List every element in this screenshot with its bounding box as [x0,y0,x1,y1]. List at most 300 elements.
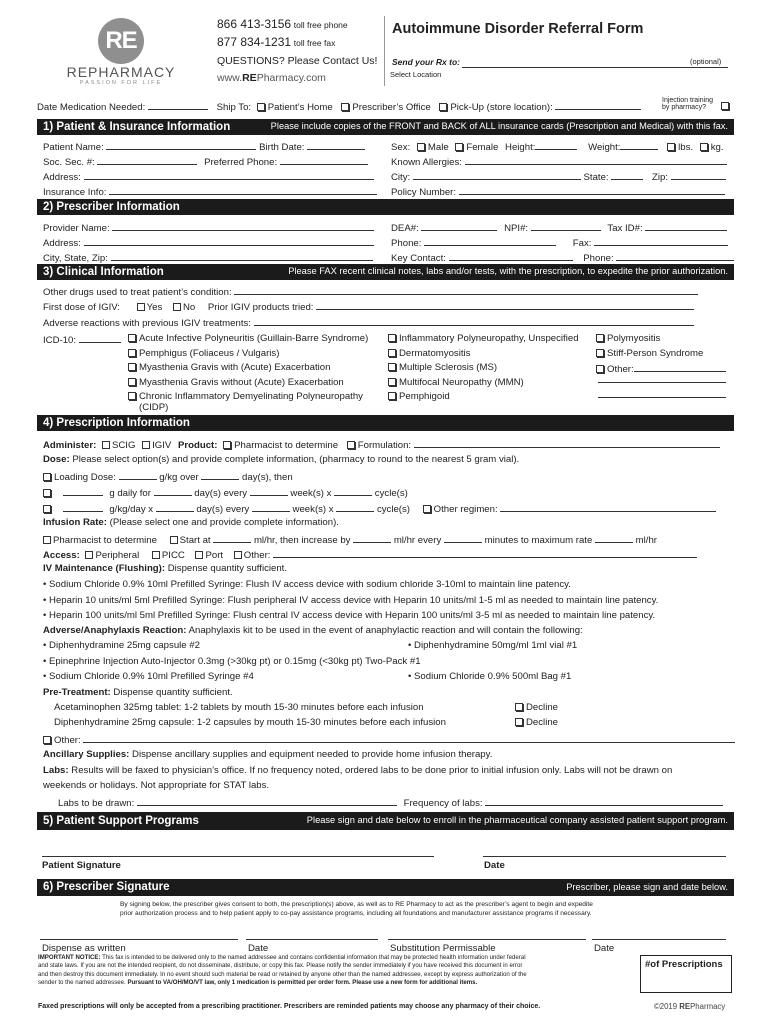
dose-row [43,454,519,466]
form-title: Autoimmune Disorder Referral Form [392,21,644,37]
weight-dose-field[interactable] [63,502,103,512]
icd10-row [43,333,121,347]
scig-label: SCIG [111,440,136,451]
diagnosis-option[interactable] [596,333,726,348]
dispense-date-line[interactable] [246,939,378,940]
preferred-phone-label: Preferred Phone: [204,157,278,168]
provider-name-field[interactable] [112,221,374,231]
zip-label: Zip: [651,172,668,183]
pretreat-label: Pre-Treatment: [43,687,111,698]
diagnosis-label: Dermatomyositis [399,347,471,359]
topline [37,100,641,114]
allergies-label: Known Allergies: [391,157,462,168]
days-every-label: day(s) every [196,504,250,515]
first-dose-yes-checkbox[interactable] [137,303,145,311]
npi-label: NPI#: [504,223,529,234]
access-other-label: Other: [243,550,271,561]
height-label: Height: [505,142,536,153]
provider-name-label: Provider Name: [43,223,110,234]
adverse-row [43,316,694,330]
ship-office-checkbox[interactable] [341,103,349,111]
peripheral-checkbox[interactable] [85,551,93,559]
pretreat-item: Acetaminophen 325mg tablet: 1-2 tablets by mouth 15-30 minutes before each infusion [54,702,424,713]
peripheral-label: Peripheral [95,550,140,561]
other-regimen-label: Other regimen: [433,504,498,515]
administer-row [43,438,720,452]
prescriber-address-label: Address: [43,238,81,249]
diagnosis-option[interactable] [596,362,726,377]
section2-title: 2) Prescriber Information [43,200,180,213]
patient-signature-line[interactable] [42,856,434,857]
mlhr-then-label: ml/hr, then increase by [253,535,351,546]
diagnosis-option[interactable] [128,333,368,348]
weeks-x-label: week(s) x [292,504,334,515]
prescriber-address-field[interactable] [84,236,374,246]
fax-label: toll free fax [293,38,336,48]
key-contact-field[interactable] [449,251,573,261]
labs-row [43,765,672,777]
patient-name-row [43,140,365,154]
diagnosis-label: Other: [607,364,634,375]
first-dose-yes-label: Yes [146,302,163,313]
prior-products-label: Prior IGIV products tried: [207,302,314,313]
patient-date-line[interactable] [483,856,726,857]
insurance-label: Insurance Info: [43,187,107,198]
adverse-kit-row [43,625,583,637]
key-contact-phone-field[interactable] [616,251,734,261]
female-label: Female [466,142,499,153]
substitution-line[interactable] [388,939,586,940]
prescriber-address-row [43,236,374,250]
labs-label: Labs: [43,765,69,776]
access-other-field[interactable] [273,548,697,558]
infusion-rate-label: Infusion Rate: [43,517,107,528]
dispense-label: Dispense as written [42,943,126,954]
section1-note: Please include copies of the FRONT and BACK of ALL insurance cards (Prescription and Medical) with this fax. [270,121,728,132]
date-needed-label: Date Medication Needed: [37,102,146,113]
weight-weeks-field[interactable] [252,502,290,512]
dea-row [391,221,727,235]
weeks-x-label: week(s) x [290,488,332,499]
diagnosis-label: Myasthenia Gravis without (Acute) Exacerbation [139,376,344,388]
other-drugs-row [43,285,698,299]
injection-training-line2: by pharmacy? [662,104,706,112]
dispense-date-label: Date [248,943,269,954]
diagnosis-option[interactable] [388,362,579,377]
weight-cycles-field[interactable] [336,502,374,512]
notice-label: IMPORTANT NOTICE: [38,954,101,961]
lbs-checkbox[interactable] [667,143,675,151]
prescription-count-label: #of Prescriptions [645,959,723,970]
kg-checkbox[interactable] [700,143,708,151]
loading-dose-row [43,470,293,484]
diagnosis-label-cont: (CIDP) [139,402,169,413]
male-label: Male [427,142,449,153]
location-select-text: Select Location [390,70,442,79]
phone-number[interactable]: 866 413-3156 [217,17,292,31]
section1-header [37,119,734,135]
ssn-row [43,155,368,169]
tax-id-field[interactable] [645,221,727,231]
city-row [391,170,726,184]
notice-line: and state laws. If you are not the intended recipient, do not disseminate, distribute, or copy this fax. Please notify the sender immediately if you have received this document in error [38,962,523,970]
injection-training-checkbox[interactable] [721,102,729,110]
website-prefix: www. [217,72,243,85]
daily-dose-checkbox[interactable] [43,489,51,497]
ancillary-row [43,749,492,761]
prescription-count-box[interactable] [640,955,732,993]
max-rate-field[interactable] [595,533,633,543]
logo [98,18,144,64]
ship-home-checkbox[interactable] [257,103,265,111]
infusion-rate-row [43,517,339,529]
first-dose-no-checkbox[interactable] [173,303,181,311]
flush-item: • Heparin 100 units/ml 5ml Prefilled Syringe: Flush central IV access device with Heparin 100 units/ml 3-5 ml as needed to maintain line patency. [43,610,656,621]
prescriber-phone-field[interactable] [424,236,556,246]
frequency-labs-label: Frequency of labs: [403,798,483,809]
allergies-field[interactable] [465,155,727,165]
cycles-label: cycle(s) [374,488,408,499]
section4-title: 4) Prescription Information [43,416,190,429]
diagnosis-label: Polymyositis [607,333,661,344]
igiv-label: IGIV [152,440,172,451]
allergies-row [391,155,727,169]
first-dose-no-label: No [182,302,196,313]
prescriber-fax-field[interactable] [594,236,728,246]
diagnosis-option[interactable] [128,362,368,377]
diagnosis-option[interactable] [388,333,579,348]
frequency-labs-field[interactable] [485,796,723,806]
gkg-day-x-label: g/kg/day x [109,504,154,515]
brand-name: REPHARMACY [66,64,176,80]
city-label: City: [391,172,411,183]
loading-days-field[interactable] [201,470,239,480]
consent-line: prior authorization process and to help patient apply to co-pay assistance programs, including all foundations and manufacturer assistance programs if necessary. [120,909,592,917]
diagnosis-label: Chronic Inflammatory Demyelinating Polyneuropathy [139,391,363,402]
ssn-label: Soc. Sec. #: [43,157,95,168]
section3-header [37,264,734,280]
notice-line: This fax is intended to be delivered only to the named addressee and contains confidential information that may be protected health information under federal [102,954,526,961]
prior-products-field[interactable] [316,300,694,310]
policy-field[interactable] [459,185,725,195]
infusion-options-row [43,533,657,547]
diagnosis-label: Inflammatory Polyneuropathy, Unspecified [399,333,579,344]
fax-number[interactable]: 877 834-1231 [217,35,292,49]
product-label: Product: [178,440,218,451]
section6-note: Prescriber, please sign and date below. [566,881,728,892]
diagnoses-col1 [128,333,368,414]
kit-item: • Epinephrine Injection Auto-Injector 0.3mg (>30kg pt) or 0.15mg (<30kg pt) Two-Pack #1 [43,656,421,667]
height-field[interactable] [535,140,577,150]
other-diagnosis-field[interactable] [634,362,726,372]
key-contact-row [391,251,734,265]
dose-text: Please select option(s) and provide complete information, (pharmacy to round to the nearest 5 gram vial). [72,454,520,465]
sex-row [391,140,724,154]
pre1-decline[interactable] [515,702,558,714]
injection-training [662,97,713,112]
labs-drawn-row [58,796,723,810]
ssn-field[interactable] [97,155,197,165]
section6-title: 6) Prescriber Signature [43,881,170,894]
website-bold: RE [242,72,257,85]
substitution-label: Substitution Permissable [390,943,496,954]
minutes-to-max-label: minutes to maximum rate [484,535,593,546]
increase-by-field[interactable] [353,533,391,543]
policy-row [391,185,725,199]
icd10-field[interactable] [79,333,121,343]
substitution-date-label: Date [594,943,615,954]
copyright-year: ©2019 [654,1002,678,1011]
pharmacist-rate-label: Pharmacist to determine [53,535,157,546]
weight-dose-row [43,502,716,516]
male-checkbox[interactable] [417,143,425,151]
ancillary-text: Dispense ancillary supplies and equipment needed to provide home infusion therapy. [132,749,493,760]
npi-field[interactable] [531,221,601,231]
date-needed-field[interactable] [148,100,208,110]
section6-header [37,879,734,896]
ship-pickup-checkbox[interactable] [439,103,447,111]
ship-home-label: Patient’s Home [267,102,333,113]
pretreat-other-checkbox[interactable] [43,736,51,744]
flush-item: • Sodium Chloride 0.9% 10ml Prefilled Syringe: Flush IV access device with sodium chloride 3-10ml to maintain line patency. [43,579,571,590]
pre2-decline[interactable] [515,717,558,729]
notice-line: sender to the named addressee. [38,979,126,987]
preferred-phone-field[interactable] [280,155,368,165]
pharmacist-rate-checkbox[interactable] [43,536,51,544]
zip-field[interactable] [671,170,726,180]
administer-label: Administer: [43,440,97,451]
g-daily-for-label: g daily for [109,488,151,499]
diagnosis-label: Pemphigoid [399,391,450,402]
diagnosis-label: Myasthenia Gravis with (Acute) Exacerbation [139,362,331,373]
access-row [43,548,697,562]
other-diagnosis-line[interactable] [598,397,726,398]
female-checkbox[interactable] [455,143,463,151]
prescriber-fax-label: Fax: [572,238,592,249]
weight-dose-checkbox[interactable] [43,505,51,513]
patient-name-field[interactable] [106,140,256,150]
location-select[interactable] [390,69,590,81]
daily-weeks-field[interactable] [250,486,288,496]
every-minutes-field[interactable] [444,533,482,543]
diagnosis-option[interactable] [596,348,726,363]
formulation-label: Formulation: [357,440,412,451]
ship-pickup-label: Pick-Up (store location): [450,102,553,113]
diagnosis-label: Acute Infective Polyneuritis (Guillain-Barre Syndrome) [139,333,369,344]
daily-cycles-field[interactable] [334,486,372,496]
start-rate-field[interactable] [213,533,251,543]
kit-item: • Sodium Chloride 0.9% 500ml Bag #1 [408,671,572,682]
diagnosis-option[interactable] [388,391,579,406]
pharmacist-product-checkbox[interactable] [223,441,231,449]
section5-note: Please sign and date below to enroll in the pharmaceutical company assisted patient support program. [306,815,728,826]
ship-to-label: Ship To: [216,102,252,113]
copyright-brand: RE [679,1002,691,1011]
send-rx-line [462,67,728,68]
weight-days-field[interactable] [156,502,194,512]
prescriber-city-field[interactable] [111,251,373,261]
gkg-over-label: g/kg over [159,472,199,483]
diagnosis-label: Pemphigus (Foliaceus / Vulgaris) [139,347,280,359]
birth-date-field[interactable] [307,140,365,150]
adverse-reactions-label: Adverse reactions with previous IGIV treatments: [43,318,251,329]
daily-days-field[interactable] [154,486,192,496]
phone-label: toll free phone [293,20,348,30]
access-other-checkbox[interactable] [234,551,242,559]
pretreat-other-label: Other: [54,735,81,746]
scig-checkbox[interactable] [102,441,110,449]
decline-label: Decline [526,702,558,713]
address-row [43,170,374,184]
key-contact-label: Key Contact: [391,253,446,264]
daily-dose-field[interactable] [63,486,103,496]
pickup-location-field[interactable] [555,100,641,110]
notice-bold: Pursuant to VA/OH/MO/VT law, only 1 medication is permitted per order form. Please use a new form for additional items. [127,979,478,987]
injection-training-line1: Injection training [662,97,713,104]
first-dose-label: First dose of IGIV: [43,302,120,313]
city-field[interactable] [413,170,581,180]
copyright [654,1002,725,1012]
kit-item: • Diphenhydramine 25mg capsule #2 [43,640,200,651]
dispense-line[interactable] [40,939,238,940]
diagnosis-label: Multiple Sclerosis (MS) [399,362,498,373]
diagnosis-label: Multifocal Neuropathy (MMN) [399,376,524,388]
iv-maint-label: IV Maintenance (Flushing): [43,563,166,574]
address-field[interactable] [84,170,374,180]
questions-text: QUESTIONS? Please Contact Us! [217,55,378,67]
website-suffix: Pharmacy.com [256,72,326,85]
port-checkbox[interactable] [195,551,203,559]
picc-checkbox[interactable] [152,551,160,559]
icd10-label: ICD-10: [43,335,77,346]
policy-label: Policy Number: [391,187,457,198]
adverse-kit-text: Anaphylaxis kit to be used in the event of anaphylactic reaction and will contain the following: [188,625,583,636]
prescriber-city-row [43,251,373,265]
section5-title: 5) Patient Support Programs [43,814,199,827]
state-field[interactable] [611,170,643,180]
loading-dose-checkbox[interactable] [43,473,51,481]
infusion-rate-text: (Please select one and provide complete information). [109,517,339,528]
prescriber-city-label: City, State, Zip: [43,253,108,264]
address-label: Address: [43,172,81,183]
lbs-label: lbs. [678,142,694,153]
logo-letters: RE [105,27,137,54]
start-at-label: Start at [179,535,211,546]
tax-id-label: Tax ID#: [607,223,643,234]
ancillary-label: Ancillary Supplies: [43,749,130,760]
pretreat-row [43,687,233,699]
pretreat-item: Diphenhydramine 25mg capsule: 1-2 capsules by mouth 15-30 minutes before each infusion [54,717,446,728]
decline-label: Decline [526,717,558,728]
dose-label: Dose: [43,454,70,465]
dea-label: DEA#: [391,223,419,234]
other-regimen-field[interactable] [500,502,716,512]
prescriber-phone-row [391,236,728,250]
diagnosis-option[interactable] [128,348,368,363]
patient-signature-label: Patient Signature [42,860,121,871]
provider-row [43,221,374,235]
pharmacist-product-label: Pharmacist to determine [234,440,339,451]
igiv-checkbox[interactable] [142,441,150,449]
labs-drawn-label: Labs to be drawn: [58,798,135,809]
section1-title: 1) Patient & Insurance Information [43,120,231,133]
consent-line: By signing below, the prescriber gives consent to both, the prescription(s) above, as well as to RE Pharmacy to act as the prescriber’s agent to begin and expedite [120,901,593,908]
days-then-label: day(s), then [242,472,293,483]
section2-header [37,199,734,215]
other-drugs-label: Other drugs used to treat patient’s condition: [43,287,232,298]
weight-field[interactable] [620,140,658,150]
daily-dose-row [43,486,408,500]
labs-drawn-field[interactable] [137,796,397,806]
prescriber-phone-label: Phone: [391,238,422,249]
kit-item: • Diphenhydramine 50mg/ml 1ml vial #1 [408,640,578,651]
start-at-checkbox[interactable] [170,536,178,544]
iv-maint-row [43,563,287,575]
first-dose-row [43,300,694,314]
diagnosis-label: Stiff-Person Syndrome [607,347,704,359]
labs-text-cont: weekends or holidays. Not appropriate for STAT labs. [43,780,270,791]
substitution-date-line[interactable] [592,939,726,940]
section3-title: 3) Clinical Information [43,265,164,278]
brand-tagline: PASSION FOR LIFE [79,80,163,86]
diagnoses-col3 [596,333,726,377]
website-link[interactable] [217,72,384,85]
pretreat-text: Dispense quantity sufficient. [113,687,233,698]
dea-field[interactable] [421,221,497,231]
diagnosis-option[interactable] [388,377,579,392]
pretreat-other-row [43,733,735,747]
diagnosis-option[interactable] [388,348,579,363]
iv-maint-text: Dispense quantity sufficient. [167,563,288,574]
contact-block [217,17,384,85]
days-every-label: day(s) every [194,488,248,499]
insurance-field[interactable] [109,185,377,195]
kg-label: kg. [710,142,724,153]
copyright-suffix: Pharmacy [690,1002,726,1011]
section5-header [37,812,734,830]
labs-text: Results will be faxed to physician’s office. If no frequency noted, ordered labs to be done prior to initial infusion only. Labs will not be drawn on [71,765,673,776]
other-regimen-checkbox[interactable] [423,505,431,513]
header-divider [384,16,385,86]
adverse-kit-label: Adverse/Anaphylaxis Reaction: [43,625,187,636]
birth-date-label: Birth Date: [259,142,305,153]
prescriber-consent [120,901,593,919]
sex-label: Sex: [391,142,411,153]
pretreat-other-field[interactable] [83,733,735,743]
optional-label: (optional) [690,57,722,66]
access-label: Access: [43,550,80,561]
important-notice [38,954,634,988]
section4-header [37,415,734,431]
faxed-notice: Faxed prescriptions will only be accepted from a prescribing practitioner. Prescribers are reminded patients may choose any pharmacy of their choice. [38,1003,541,1010]
formulation-checkbox[interactable] [347,441,355,449]
picc-label: PICC [161,550,185,561]
diagnosis-option[interactable] [128,377,368,392]
ship-office-label: Prescriber’s Office [352,102,431,113]
formulation-field[interactable] [414,438,720,448]
section3-note: Please FAX recent clinical notes, labs and/or tests, with the prescription, to expedite the prior authorization. [288,266,728,277]
patient-date-label: Date [484,860,505,871]
loading-dose-field[interactable] [119,470,157,480]
flush-item: • Heparin 10 units/ml 5ml Prefilled Syringe: Flush peripheral IV access device with Heparin 10 units/ml 1-5 ml as needed to maintain line patency. [43,595,659,606]
patient-name-label: Patient Name: [43,142,104,153]
adverse-reactions-field[interactable] [254,316,694,326]
mlhr-label: ml/hr [635,535,657,546]
other-diagnosis-line[interactable] [598,382,726,383]
send-rx-label: Send your Rx to: [392,57,461,67]
diagnosis-option[interactable] [128,391,368,402]
other-drugs-field[interactable] [234,285,698,295]
